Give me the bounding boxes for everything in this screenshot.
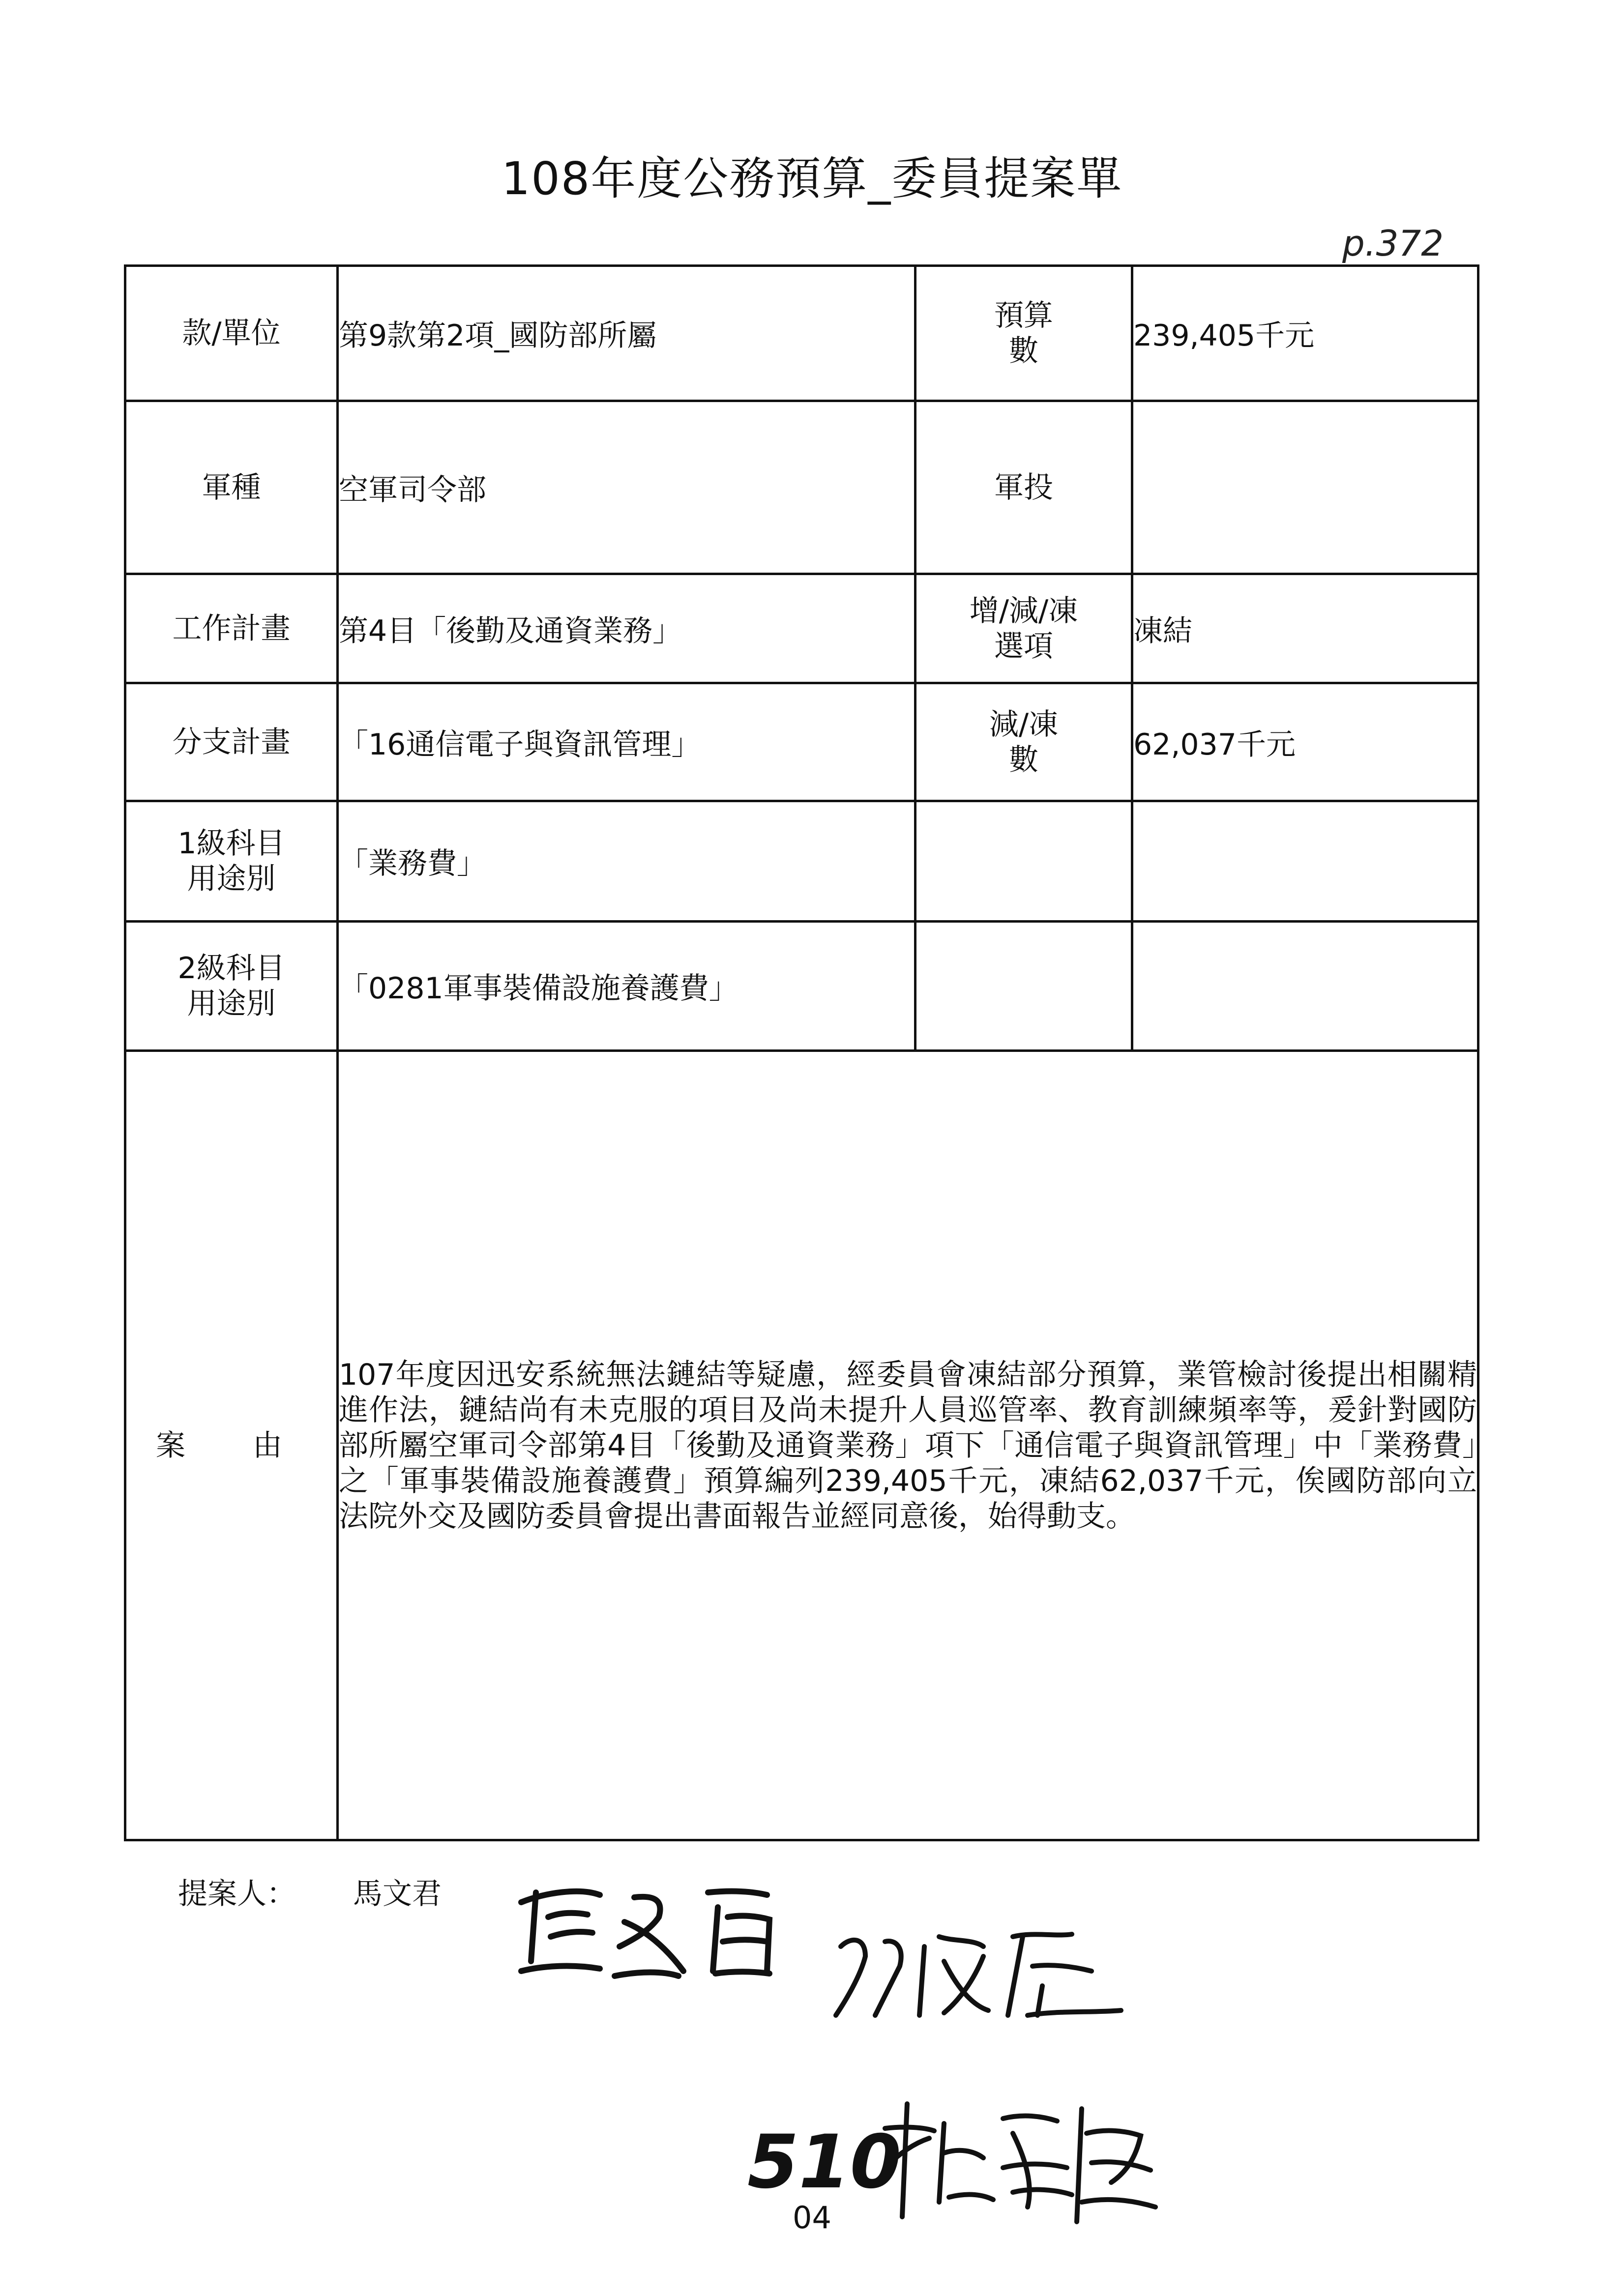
row-label: 分支計畫 — [125, 683, 338, 801]
row-value: 「16通信電子與資訊管理」 — [338, 683, 915, 801]
reason-text: 107年度因迅安系統無法鏈結等疑慮，經委員會凍結部分預算，業管檢討後提出相關精進作法，鏈結尚有未克服的項目及尚未提升人員巡管率、教育訓練頻率等，爰針對國防部所屬空軍司令部第4目「後勤及通資業務」項下「通信電子與資訊管理」中「業務費」之「軍事裝備設施養護費」預算編列239,405千元，凍結62,037千元，俟國防部向立法院外交及國防委員會提出書面報告並經同意後，始得動支。 — [338, 1051, 1478, 1840]
signature-2 — [826, 1917, 1131, 2025]
side-value — [1132, 801, 1478, 922]
side-label: 軍投 — [915, 401, 1132, 574]
form-row — [125, 922, 1478, 1051]
reason-label — [125, 1051, 338, 1840]
row-label: 軍種 — [125, 401, 338, 574]
page-note-handwritten — [1337, 216, 1460, 270]
row-label: 2級科目 用途別 — [125, 922, 338, 1051]
form-row — [125, 801, 1478, 922]
side-value: 239,405千元 — [1132, 266, 1478, 401]
proposal-form-table — [124, 264, 1479, 1841]
proposer-name: 馬文君 — [353, 1877, 442, 1911]
form-row — [125, 266, 1478, 401]
side-label: 減/凍 數 — [915, 683, 1132, 801]
signature-number: 510 — [747, 2120, 902, 2205]
side-value: 凍結 — [1132, 574, 1478, 683]
page-number: 04 — [793, 2200, 831, 2236]
row-value: 空軍司令部 — [338, 401, 915, 574]
side-label: 增/減/凍 選項 — [915, 574, 1132, 683]
side-value — [1132, 401, 1478, 574]
row-label: 1級科目 用途別 — [125, 801, 338, 922]
svg-text:p.372: p.372 — [1342, 223, 1444, 264]
form-row — [125, 683, 1478, 801]
reason-row — [125, 1051, 1478, 1840]
row-value: 第9款第2項_國防部所屬 — [338, 266, 915, 401]
proposer-label: 提案人： — [178, 1877, 296, 1911]
side-label: 預算 數 — [915, 266, 1132, 401]
side-label — [915, 922, 1132, 1051]
signature-1 — [502, 1873, 797, 2001]
row-value: 第4目「後勤及通資業務」 — [338, 574, 915, 683]
reason-label-char: 由 — [253, 1428, 282, 1463]
form-row — [125, 401, 1478, 574]
reason-label-char: 案 — [156, 1428, 185, 1463]
page-title: 108年度公務預算_委員提案單 — [501, 152, 1123, 205]
side-value: 62,037千元 — [1132, 683, 1478, 801]
form-row — [125, 574, 1478, 683]
row-value: 「業務費」 — [338, 801, 915, 922]
row-label: 工作計畫 — [125, 574, 338, 683]
side-label — [915, 801, 1132, 922]
row-label: 款/單位 — [125, 266, 338, 401]
side-value — [1132, 922, 1478, 1051]
row-value: 「0281軍事裝備設施養護費」 — [338, 922, 915, 1051]
